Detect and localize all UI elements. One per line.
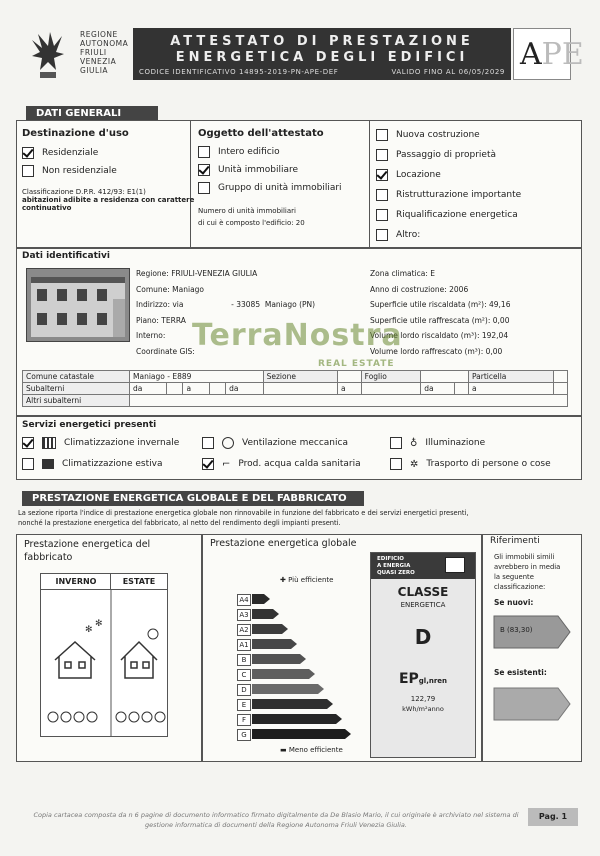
se-nuovi-label: Se nuovi: <box>494 598 534 607</box>
title-line-1: ATTESTATO DI PRESTAZIONE <box>170 34 474 49</box>
checkbox-icon[interactable] <box>376 169 388 181</box>
ep-value: 122,79 <box>410 695 436 703</box>
servizio-illuminazione[interactable]: ♁ Illuminazione <box>390 434 551 452</box>
piano: Piano: TERRA <box>136 315 186 325</box>
title-line-2: ENERGETICA DEGLI EDIFICI <box>175 50 469 65</box>
nuovi-arrow <box>492 612 572 652</box>
class-letter-a3: A3 <box>237 609 251 621</box>
ape-logo: APE <box>513 28 571 80</box>
coordinate-gis: Coordinate GIS: <box>136 346 195 356</box>
footer-note: Copia cartacea composta da n 6 pagine di documento informatico firmato digitalmente da De Blasio Mario, il cui originale è archiviato nel sistema di gestione informatica di documenti della Regione Autonoma Friuli Venezia Giulia. <box>33 811 519 829</box>
class-letter-a4: A4 <box>237 594 251 606</box>
check-locazione[interactable]: Locazione <box>376 166 521 184</box>
riferimenti-title: Riferimenti <box>490 536 540 546</box>
anno-costruzione: Anno di costruzione: 2006 <box>370 284 469 294</box>
nuovi-value: B (83,30) <box>500 626 533 634</box>
riferimenti-text: Gli immobili simili avrebbero in media la seguente classificazione: <box>494 553 561 591</box>
class-letter-a2: A2 <box>237 624 251 636</box>
tap-icon: ⌐ <box>222 458 231 470</box>
check-intero-edificio[interactable]: Intero edificio <box>198 143 342 161</box>
checkbox-icon[interactable] <box>22 165 34 177</box>
comune: Comune: Maniago <box>136 284 205 294</box>
minus-icon: ▬ <box>280 746 289 754</box>
check-gruppo-unita[interactable]: Gruppo di unità immobiliari <box>198 179 342 197</box>
nzeb-checkbox[interactable] <box>445 557 465 573</box>
page-number: Pag. 1 <box>528 808 578 826</box>
table-row: Altri subalterni <box>23 395 568 407</box>
cadastre-table <box>22 370 568 407</box>
destinazione-title: Destinazione d'uso <box>22 128 129 139</box>
check-riqualificazione[interactable]: Riqualificazione energetica <box>376 206 521 224</box>
region-name: REGIONE AUTONOMA FRIULI VENEZIA GIULIA <box>80 30 129 75</box>
checkbox-icon[interactable] <box>22 437 34 449</box>
checkbox-icon[interactable] <box>376 229 388 241</box>
table-row: Subalterni da a da a da a <box>23 383 568 395</box>
checkbox-icon[interactable] <box>376 129 388 141</box>
regione: Regione: FRIULI-VENEZIA GIULIA <box>136 269 258 278</box>
fabbricato-title: Prestazione energetica del fabbricato <box>24 539 151 563</box>
title-band <box>133 28 511 80</box>
class-arrow-a3 <box>252 609 273 619</box>
identificativi-title: Dati identificativi <box>22 251 110 261</box>
snowflake-icon <box>85 619 103 635</box>
superficie-riscaldata: Superficie utile riscaldata (m²): 49,16 <box>370 300 511 309</box>
interno: Interno: <box>136 331 166 340</box>
globale-title: Prestazione energetica globale <box>210 538 357 549</box>
table-row: Comune catastale Maniago - E889 Sezione Foglio Particella <box>23 371 568 383</box>
watermark-subtitle: REAL ESTATE <box>318 359 395 369</box>
check-nuova-costruzione[interactable]: Nuova costruzione <box>376 126 521 144</box>
class-arrow-c <box>252 669 309 679</box>
servizi-title: Servizi energetici presenti <box>22 420 157 430</box>
volume-riscaldato: Volume lordo riscaldato (m³): 192,04 <box>370 331 509 340</box>
ep-label: EPgl,nren <box>398 671 448 687</box>
region-eagle-logo <box>28 28 68 80</box>
servizio-clima-invernale[interactable]: Climatizzazione invernale <box>22 434 179 452</box>
checkbox-icon[interactable] <box>390 458 402 470</box>
section-prestazione: PRESTAZIONE ENERGETICA GLOBALE E DEL FABBRICATO <box>22 491 364 506</box>
indirizzo: Indirizzo: via - 33085 Maniago (PN) <box>136 300 316 309</box>
se-esistenti-label: Se esistenti: <box>494 668 547 677</box>
esistenti-arrow <box>492 684 572 724</box>
house-winter-icon <box>55 642 95 678</box>
class-letter-e: E <box>237 699 251 711</box>
class-letter-c: C <box>237 669 251 681</box>
classe-panel: EDIFICIO A ENERGIA QUASI ZERO CLASSE ENERGETICA D EPgl,nren 122,79 kWh/m²anno <box>370 552 476 758</box>
servizio-ventilazione[interactable]: Ventilazione meccanica <box>202 434 361 452</box>
fabbricato-icons <box>40 589 168 737</box>
code-row: CODICE IDENTIFICATIVO 14895-2019-PN-APE-DEF VALIDO FINO AL 06/05/2029 <box>139 68 505 76</box>
elevator-icon: ✲ <box>410 458 419 470</box>
code-value: 14895-2019-PN-APE-DEF <box>239 68 339 76</box>
check-altro[interactable]: Altro: <box>376 226 521 244</box>
class-arrow-a1 <box>252 639 291 649</box>
checkbox-icon[interactable] <box>202 437 214 449</box>
checkbox-icon[interactable] <box>198 164 210 176</box>
check-residenziale[interactable]: Residenziale <box>22 144 194 162</box>
prestazione-intro: La sezione riporta l'indice di prestazione energetica globale non rinnovabile in funzione del fabbricato e dei servizi energetici presenti, nonché la prestazione energetica del fabbricato, al netto del rendimento degli impianti presenti. <box>18 509 469 527</box>
checkbox-icon[interactable] <box>198 146 210 158</box>
numero-unita: di cui è composto l'edificio: 20 <box>198 219 305 227</box>
servizio-trasporto[interactable]: ✲ Trasporto di persone o cose <box>390 455 551 473</box>
lightbulb-icon: ♁ <box>410 437 418 449</box>
meno-efficiente: ▬ Meno efficiente <box>280 746 343 754</box>
checkbox-icon[interactable] <box>198 182 210 194</box>
smiley-rating-icons <box>48 712 165 722</box>
class-arrow-f <box>252 714 336 724</box>
inverno-label: INVERNO <box>40 573 112 591</box>
volume-raffrescato: Volume lordo raffrescato (m³): 0,00 <box>370 346 503 356</box>
zona-climatica: Zona climatica: E <box>370 269 436 278</box>
superficie-raffrescata: Superficie utile raffrescata (m²): 0,00 <box>370 315 510 325</box>
motivazione-list <box>376 126 521 244</box>
destinazione-uso: Destinazione d'uso Residenziale Non residenziale Classificazione D.P.R. 412/93: E1(1) abitazioni adibite a residenza con carattere continuativo <box>22 128 195 212</box>
class-letter-g: G <box>237 729 251 741</box>
class-arrow-e <box>252 699 327 709</box>
class-arrow-a2 <box>252 624 282 634</box>
class-arrow-d <box>252 684 318 694</box>
servizio-acqua-calda[interactable]: ⌐ Prod. acqua calda sanitaria <box>202 455 361 473</box>
oggetto-title: Oggetto dell'attestato <box>198 128 324 139</box>
class-arrow-g <box>252 729 345 739</box>
radiator-icon <box>42 437 56 449</box>
classe-label: CLASSE <box>397 585 449 599</box>
oggetto-attestato: Oggetto dell'attestato Intero edificio Unità immobiliare Gruppo di unità immobiliari Numero di unità immobiliari di cui è composto l'edificio: 20 <box>198 128 342 227</box>
checkbox-icon[interactable] <box>202 458 214 470</box>
class-letter-a1: A1 <box>237 639 251 651</box>
estate-label: ESTATE <box>110 573 168 591</box>
check-ristrutturazione[interactable]: Ristrutturazione importante <box>376 186 521 204</box>
classe-value: D <box>414 625 432 649</box>
air-conditioner-icon <box>42 459 54 469</box>
class-letter-d: D <box>237 684 251 696</box>
checkbox-icon[interactable] <box>376 189 388 201</box>
ep-unit: kWh/m²anno <box>402 705 444 713</box>
class-letter-b: B <box>237 654 251 666</box>
check-non-residenziale[interactable]: Non residenziale <box>22 162 194 180</box>
class-letter-f: F <box>237 714 251 726</box>
svg-text:✻: ✻ <box>95 619 103 629</box>
terranostra-watermark: TerraNostra <box>192 318 403 353</box>
building-photo <box>26 268 130 342</box>
checkbox-icon[interactable] <box>22 458 34 470</box>
valid-date: 06/05/2029 <box>458 68 505 76</box>
class-arrow-a4 <box>252 594 264 604</box>
classificazione: Classificazione D.P.R. 412/93: E1(1) <box>22 188 146 196</box>
checkbox-icon[interactable] <box>376 209 388 221</box>
check-unita-immobiliare[interactable]: Unità immobiliare <box>198 161 342 179</box>
servizio-clima-estiva[interactable]: Climatizzazione estiva <box>22 455 179 473</box>
checkbox-icon[interactable] <box>390 437 402 449</box>
check-passaggio-proprieta[interactable]: Passaggio di proprietà <box>376 146 521 164</box>
class-arrow-b <box>252 654 300 664</box>
fan-icon <box>222 437 234 449</box>
svg-text:✻: ✻ <box>85 625 93 635</box>
section-dati-generali: DATI GENERALI <box>26 106 158 121</box>
plus-icon: ✚ <box>280 576 289 584</box>
house-summer-icon <box>121 642 157 678</box>
energy-class-arrows <box>252 594 372 744</box>
sun-icon <box>148 629 158 639</box>
checkbox-icon[interactable] <box>376 149 388 161</box>
piu-efficiente: ✚ Più efficiente <box>280 576 334 584</box>
checkbox-icon[interactable] <box>22 147 34 159</box>
